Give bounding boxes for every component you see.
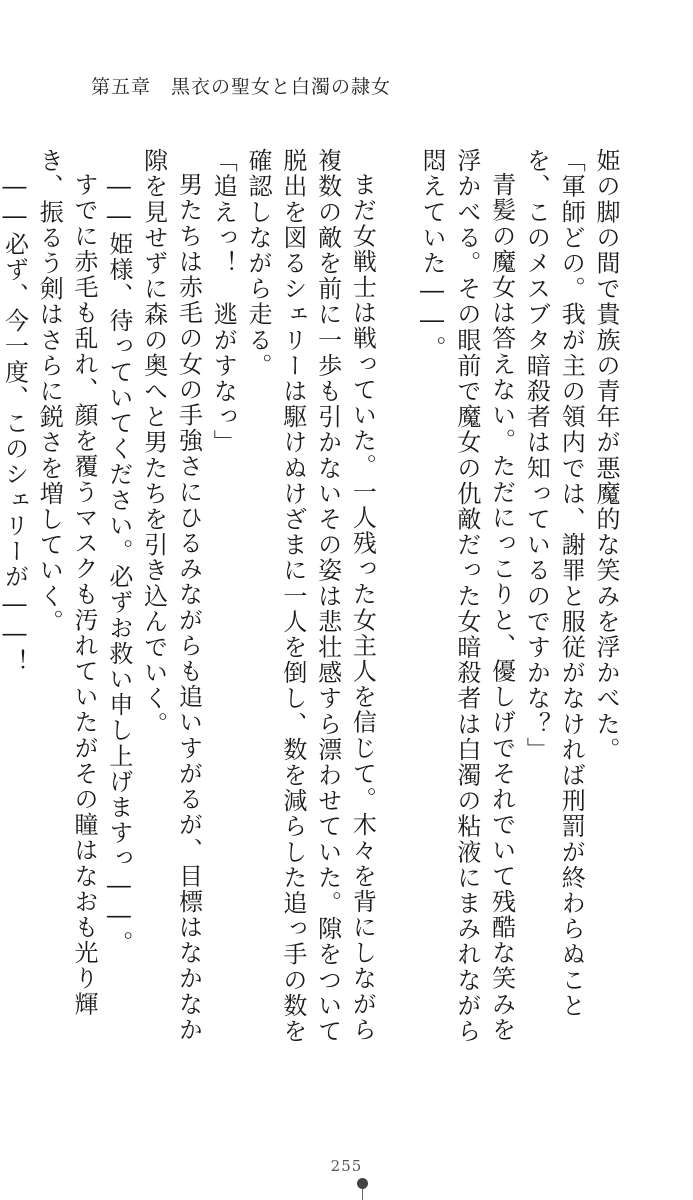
paragraph: 「軍師どの。我が主の領内では、謝罪と服従がなければ刑罰が終わらぬことを、このメスブタ暗殺者は知っているのですかな？」 bbox=[522, 148, 586, 1019]
paragraph: 男たちは赤毛の女の手強さにひるみながらも追いすがるが、目標はなかなか隙を見せずに森の奥へと男たちを引き込んでいく。 bbox=[139, 148, 203, 1043]
paragraph: ――必ず、今一度、このシェリーが――！ bbox=[0, 172, 29, 675]
paragraph: 「追えっ！ 逃がすなっ」 bbox=[209, 148, 238, 456]
body-text bbox=[0, 148, 623, 1048]
paragraph: ――姫様、待っていてください。必ずお救い申し上げますっ――。 bbox=[104, 172, 133, 956]
chapter-header: 第五章 黒衣の聖女と白濁の隷女 bbox=[91, 76, 392, 98]
page-marker-line bbox=[362, 1189, 363, 1200]
paragraph: すでに赤毛も乱れ、顔を覆うマスクも汚れていたがその瞳はなおも光り輝き、振るう剣はさらに鋭さを増していく。 bbox=[35, 148, 99, 1017]
page-number: 255 bbox=[330, 1157, 363, 1175]
paragraph: 姫の脚の間で貴族の青年が悪魔的な笑みを浮かべた。 bbox=[592, 148, 620, 763]
blank-line bbox=[379, 148, 414, 1048]
page-marker-dot bbox=[357, 1178, 368, 1189]
paragraph: 青髪の魔女は答えない。ただにっこりと、優しげでそれでいて残酷な笑みを浮かべる。その眼前で魔女の仇敵だった女暗殺者は白濁の粘液にまみれながら悶えていた――。 bbox=[418, 148, 516, 1044]
paragraph: まだ女戦士は戦っていた。一人残った女主人を信じて。木々を背にしながら複数の敵を前に一歩も引かないその姿は悲壮感すら漂わせていた。隙をついて脱出を図るシェリーは駆けぬけざまに一人を倒し、数を減らした追っ手の数を確認しながら走る。 bbox=[244, 148, 377, 1044]
